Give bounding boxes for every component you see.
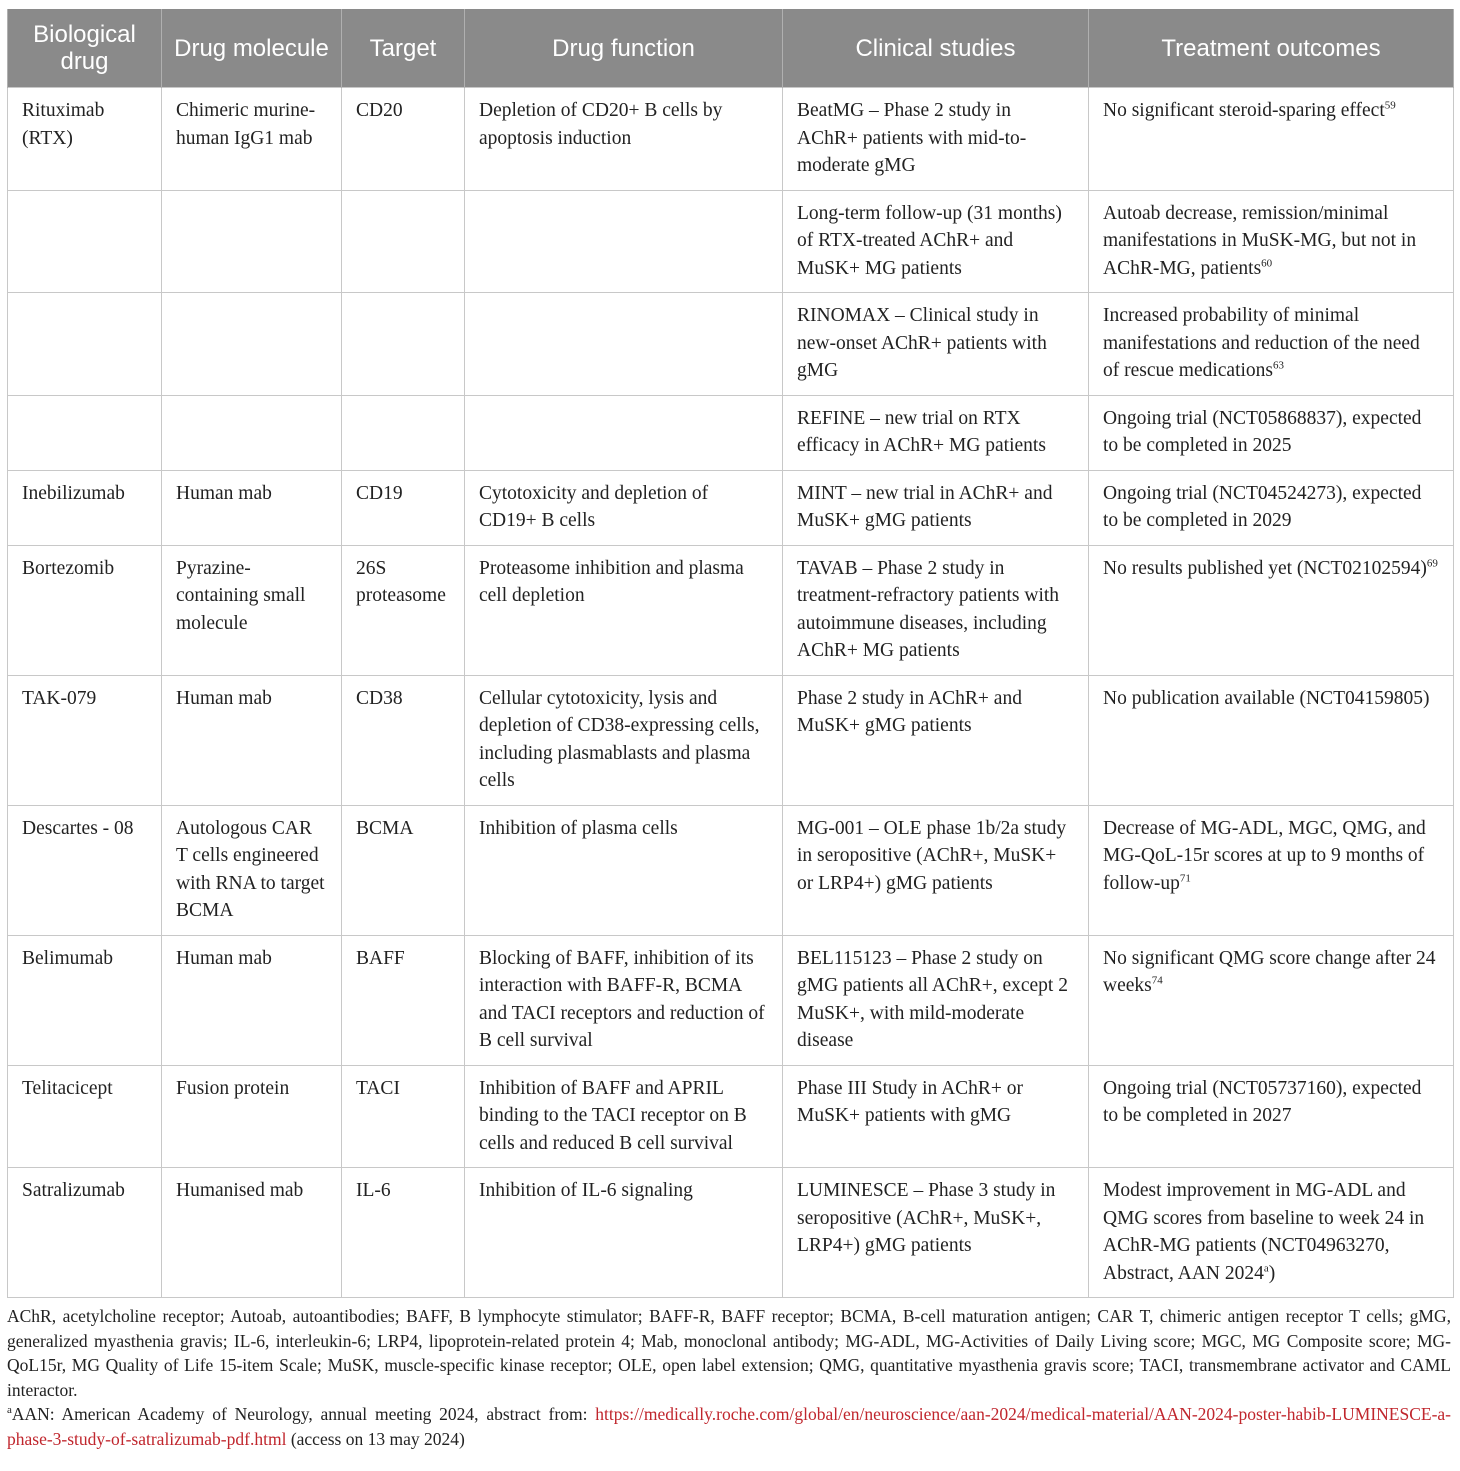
cell-biological-drug-text: TAK-079 <box>22 687 97 709</box>
cell-biological-drug-text: Descartes - 08 <box>22 817 134 839</box>
cell-biological-drug-text: Inebilizumab <box>22 482 125 504</box>
cell-target-text: CD38 <box>356 687 403 709</box>
cell-drug-function <box>465 675 783 805</box>
footnote-marker: a <box>7 1404 12 1417</box>
cell-clinical-study <box>783 395 1089 470</box>
drug-table <box>7 9 1454 1298</box>
cell-drug-molecule-text: Human mab <box>176 482 272 504</box>
cell-treatment-outcome-text: No publication available (NCT04159805) <box>1103 687 1430 709</box>
document <box>7 9 1453 1451</box>
cell-treatment-outcome <box>1089 1168 1454 1298</box>
cell-drug-molecule-text: Human mab <box>176 687 272 709</box>
cell-biological-drug <box>8 88 162 191</box>
cell-target <box>342 88 465 191</box>
cell-clinical-study <box>783 1168 1089 1298</box>
cell-clinical-study-text: TAVAB – Phase 2 study in treatment-refractory patients with autoimmune diseases, including AChR+ MG patients <box>797 557 1060 661</box>
cell-biological-drug <box>8 293 162 396</box>
table-footnotes <box>7 1304 1453 1451</box>
aan-footnote <box>7 1402 1451 1451</box>
cell-treatment-outcome-text: Autoab decrease, remission/minimal manifestations in MuSK-MG, but not in AChR-MG, patients <box>1103 202 1417 279</box>
cell-biological-drug-text: Rituximab (RTX) <box>22 100 105 149</box>
cell-drug-molecule <box>162 675 342 805</box>
cell-clinical-study-text: MG-001 – OLE phase 1b/2a study in seropositive (AChR+, MuSK+ or LRP4+) gMG patients <box>797 817 1067 894</box>
cell-clinical-study <box>783 190 1089 293</box>
cell-treatment-outcome-text: Increased probability of minimal manifestations and reduction of the need of rescue medications <box>1103 305 1420 381</box>
table-body <box>8 88 1454 1298</box>
table-row <box>8 88 1454 191</box>
cell-clinical-study-text: Phase 2 study in AChR+ and MuSK+ gMG patients <box>797 687 1022 736</box>
cell-drug-molecule <box>162 470 342 545</box>
cell-biological-drug-text: Satralizumab <box>22 1180 125 1201</box>
cell-clinical-study-text: BEL115123 – Phase 2 study on gMG patients all AChR+, except 2 MuSK+, with mild-moderate disease <box>797 947 1068 1051</box>
cell-target <box>342 293 465 396</box>
cell-clinical-study <box>783 935 1089 1065</box>
cell-drug-molecule <box>162 190 342 293</box>
table-row <box>8 1168 1454 1298</box>
table-row <box>8 293 1454 396</box>
cell-biological-drug-text: Telitacicept <box>22 1077 113 1099</box>
cell-treatment-outcome-text: Modest improvement in MG-ADL and QMG scores from baseline to week 24 in AChR-MG patients (NCT04963270, Abstract, AAN 2024 <box>1103 1180 1425 1284</box>
cell-biological-drug-text: Belimumab <box>22 947 113 969</box>
cell-treatment-outcome <box>1089 1065 1454 1168</box>
footnote-superscript: a <box>1263 1262 1269 1274</box>
cell-treatment-outcome <box>1089 675 1454 805</box>
cell-drug-function <box>465 293 783 396</box>
cell-drug-function <box>465 470 783 545</box>
cell-drug-function-text: Cellular cytotoxicity, lysis and depletion of CD38-expressing cells, including plasmablasts and plasma cells <box>479 687 760 791</box>
cell-target <box>342 395 465 470</box>
cell-clinical-study-text: Long-term follow-up (31 months) of RTX-treated AChR+ and MuSK+ MG patients <box>797 202 1062 279</box>
cell-target <box>342 1065 465 1168</box>
cell-drug-function <box>465 805 783 935</box>
cell-drug-function-text: Depletion of CD20+ B cells by apoptosis induction <box>479 100 723 149</box>
cell-drug-molecule-text: Chimeric murine-human IgG1 mab <box>176 100 316 149</box>
cell-drug-molecule-text: Humanised mab <box>176 1180 304 1201</box>
cell-biological-drug <box>8 1168 162 1298</box>
cell-target-text: CD20 <box>356 100 403 121</box>
cell-clinical-study <box>783 293 1089 396</box>
cell-drug-molecule-text: Autologous CAR T cells engineered with RNA to target BCMA <box>176 817 325 921</box>
cell-treatment-outcome-text: No results published yet (NCT02102594) <box>1103 557 1427 579</box>
cell-target-text: BCMA <box>356 817 414 839</box>
cell-drug-molecule <box>162 293 342 396</box>
cell-target <box>342 935 465 1065</box>
cell-treatment-outcome <box>1089 545 1454 675</box>
cell-drug-function <box>465 1065 783 1168</box>
cell-drug-molecule <box>162 805 342 935</box>
cell-treatment-outcome-text: No significant QMG score change after 24 weeks <box>1103 947 1436 996</box>
table-row <box>8 675 1454 805</box>
reference-superscript: 74 <box>1151 974 1163 987</box>
cell-clinical-study <box>783 545 1089 675</box>
cell-target-text: CD19 <box>356 482 403 504</box>
table-row <box>8 805 1454 935</box>
cell-drug-function-text: Blocking of BAFF, inhibition of its interaction with BAFF-R, BCMA and TACI receptors and reduction of B cell survival <box>479 947 765 1051</box>
table-row <box>8 470 1454 545</box>
cell-drug-function-text: Inhibition of plasma cells <box>479 817 678 839</box>
cell-target <box>342 675 465 805</box>
table-row <box>8 190 1454 293</box>
cell-drug-molecule <box>162 1065 342 1168</box>
header-clinical-studies: Clinical studies <box>783 9 1089 88</box>
header-target: Target <box>342 9 465 88</box>
cell-biological-drug <box>8 805 162 935</box>
cell-drug-molecule <box>162 88 342 191</box>
cell-treatment-outcome <box>1089 395 1454 470</box>
cell-clinical-study-text: RINOMAX – Clinical study in new-onset AChR+ patients with gMG <box>797 305 1047 381</box>
cell-target <box>342 470 465 545</box>
footnote-text: AAN: American Academy of Neurology, annual meeting 2024, abstract from: <box>11 1404 596 1424</box>
cell-clinical-study-text: BeatMG – Phase 2 study in AChR+ patients with mid-to-moderate gMG <box>797 100 1027 176</box>
cell-biological-drug <box>8 545 162 675</box>
cell-clinical-study-text: REFINE – new trial on RTX efficacy in AChR+ MG patients <box>797 407 1046 456</box>
cell-drug-function <box>465 1168 783 1298</box>
cell-clinical-study-text: MINT – new trial in AChR+ and MuSK+ gMG patients <box>797 482 1053 531</box>
cell-target-text: TACI <box>356 1077 400 1099</box>
cell-treatment-outcome-text: No significant steroid-sparing effect <box>1103 100 1385 121</box>
cell-drug-molecule <box>162 1168 342 1298</box>
reference-superscript: 60 <box>1261 257 1273 269</box>
cell-clinical-study <box>783 805 1089 935</box>
cell-drug-molecule <box>162 935 342 1065</box>
cell-target <box>342 545 465 675</box>
cell-clinical-study <box>783 675 1089 805</box>
cell-target-text: BAFF <box>356 947 405 969</box>
cell-treatment-outcome <box>1089 805 1454 935</box>
cell-drug-function-text: Inhibition of IL-6 signaling <box>479 1180 693 1201</box>
cell-drug-function <box>465 545 783 675</box>
cell-clinical-study <box>783 1065 1089 1168</box>
cell-clinical-study-text: Phase III Study in AChR+ or MuSK+ patients with gMG <box>797 1077 1024 1126</box>
cell-treatment-outcome <box>1089 935 1454 1065</box>
cell-drug-function-text: Proteasome inhibition and plasma cell depletion <box>479 557 744 606</box>
cell-drug-molecule-text: Human mab <box>176 947 272 969</box>
cell-drug-molecule-text: Fusion protein <box>176 1077 290 1099</box>
reference-superscript: 59 <box>1384 99 1396 112</box>
cell-drug-function <box>465 935 783 1065</box>
cell-biological-drug <box>8 935 162 1065</box>
cell-drug-function <box>465 88 783 191</box>
cell-biological-drug <box>8 675 162 805</box>
table-row <box>8 395 1454 470</box>
cell-biological-drug <box>8 395 162 470</box>
table-row <box>8 545 1454 675</box>
cell-treatment-outcome <box>1089 293 1454 396</box>
outcome-tail: ) <box>1268 1262 1276 1284</box>
cell-drug-function-text: Cytotoxicity and depletion of CD19+ B cells <box>479 482 709 531</box>
cell-treatment-outcome-text: Decrease of MG-ADL, MGC, QMG, and MG-QoL-15r scores at up to 9 months of follow-up <box>1103 817 1426 894</box>
abbreviations-note: AChR, acetylcholine receptor; Autoab, autoantibodies; BAFF, B lymphocyte stimulator; BAFF-R, BAFF receptor; BCMA, B-cell maturation antigen; CAR T, chimeric antigen receptor T cells; gMG, generalized myasthenia gravis; IL-6, interleukin-6; LRP4, lipoprotein-related protein 4; Mab, monoclonal antibody; MG-ADL, MG-Activities of Daily Living score; MGC, MG Composite score; MG-QoL15r, MG Quality of Life 15-item Scale; MuSK, muscle-specific kinase receptor; OLE, open label extension; QMG, quantitative myasthenia gravis score; TACI, transmembrane activator and CAML interactor. <box>7 1306 1451 1400</box>
cell-drug-function <box>465 190 783 293</box>
reference-superscript: 63 <box>1273 359 1285 372</box>
cell-biological-drug-text: Bortezomib <box>22 557 115 579</box>
cell-drug-molecule-text: Pyrazine-containing small molecule <box>176 557 306 634</box>
cell-clinical-study <box>783 88 1089 191</box>
header-biological-drug: Biological drug <box>8 9 162 88</box>
cell-target-text: 26S proteasome <box>356 557 446 606</box>
cell-drug-molecule <box>162 395 342 470</box>
header-drug-function: Drug function <box>465 9 783 88</box>
cell-treatment-outcome-text: Ongoing trial (NCT05868837), expected to be completed in 2025 <box>1103 407 1422 456</box>
cell-target <box>342 805 465 935</box>
cell-target <box>342 1168 465 1298</box>
cell-target-text: IL-6 <box>356 1180 391 1201</box>
cell-treatment-outcome-text: Ongoing trial (NCT04524273), expected to be completed in 2029 <box>1103 482 1422 531</box>
cell-biological-drug <box>8 190 162 293</box>
cell-clinical-study <box>783 470 1089 545</box>
cell-drug-function <box>465 395 783 470</box>
cell-drug-molecule <box>162 545 342 675</box>
cell-treatment-outcome-text: Ongoing trial (NCT05737160), expected to be completed in 2027 <box>1103 1077 1422 1126</box>
header-treatment-outcomes: Treatment outcomes <box>1089 9 1454 88</box>
cell-target <box>342 190 465 293</box>
cell-treatment-outcome <box>1089 190 1454 293</box>
footnote-link[interactable]: https://medically.roche.com/global/en/neuroscience/aan-2024/medical-material/AAN-2024-poster-habib-LUMINESCE-a-phase-3-study-of-satralizumab-pdf.html <box>7 1404 1451 1449</box>
table-row <box>8 1065 1454 1168</box>
reference-superscript: 71 <box>1179 872 1191 884</box>
cell-drug-function-text: Inhibition of BAFF and APRIL binding to the TACI receptor on B cells and reduced B cell survival <box>479 1077 747 1154</box>
cell-clinical-study-text: LUMINESCE – Phase 3 study in seropositive (AChR+, MuSK+, LRP4+) gMG patients <box>797 1180 1056 1256</box>
cell-treatment-outcome <box>1089 470 1454 545</box>
cell-biological-drug <box>8 470 162 545</box>
header-drug-molecule: Drug molecule <box>162 9 342 88</box>
cell-treatment-outcome <box>1089 88 1454 191</box>
footnote-tail: (access on 13 may 2024) <box>286 1428 465 1449</box>
table-header-row <box>8 9 1454 88</box>
reference-superscript: 69 <box>1426 557 1438 569</box>
cell-biological-drug <box>8 1065 162 1168</box>
table-row <box>8 935 1454 1065</box>
